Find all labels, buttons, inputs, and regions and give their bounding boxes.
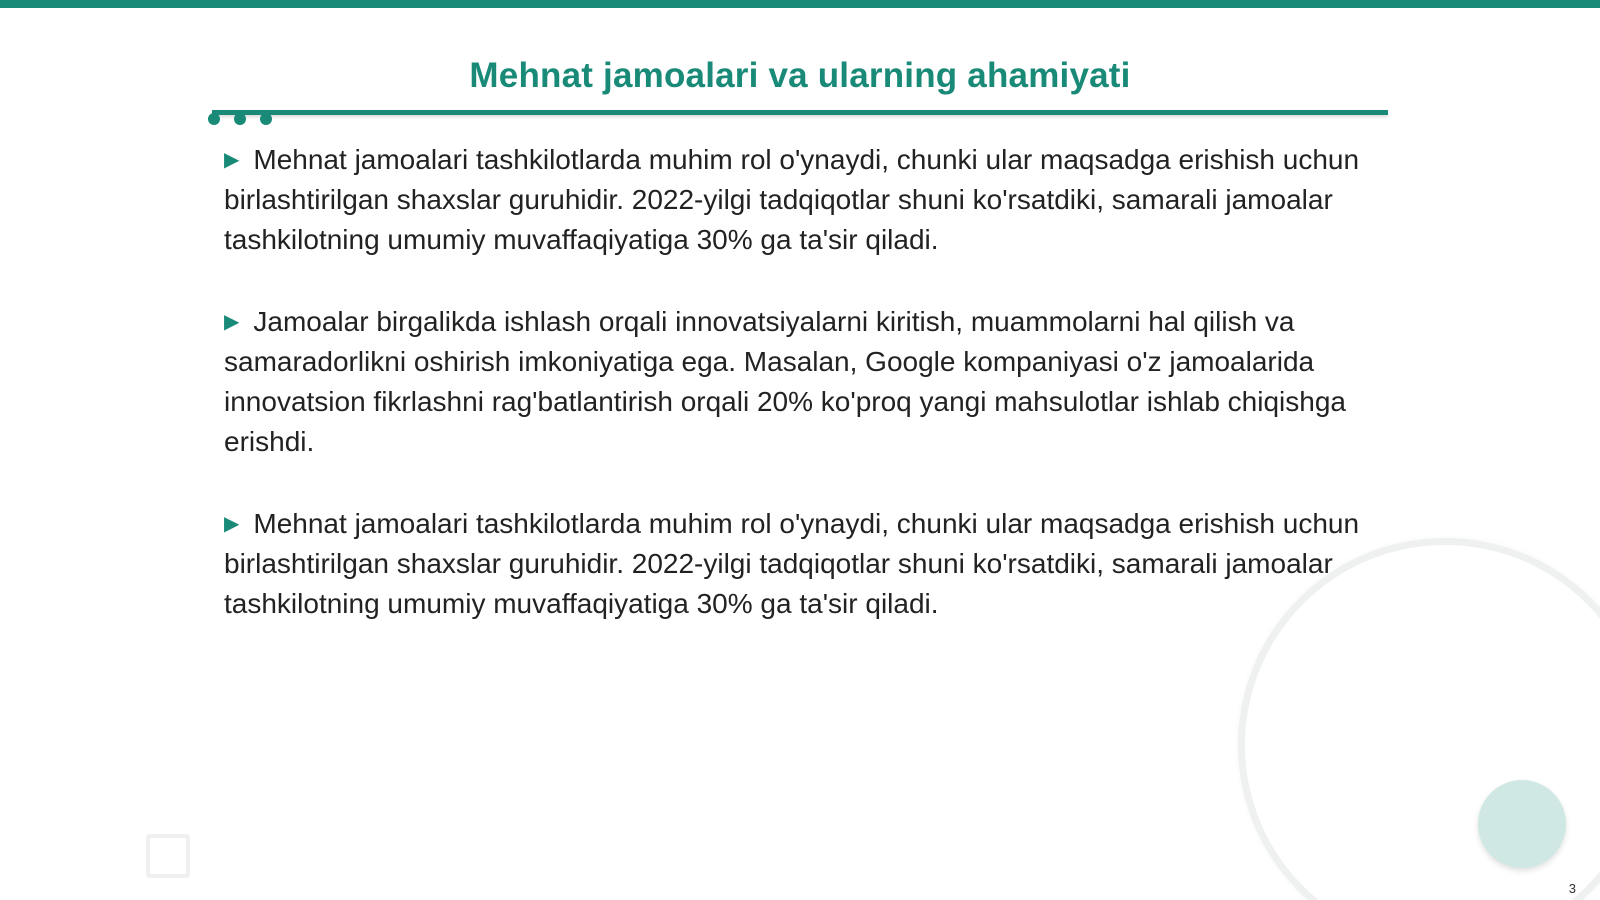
bullet-list	[224, 140, 1374, 666]
decorative-square	[146, 834, 190, 878]
decorative-dot	[208, 113, 220, 125]
title-underline	[212, 110, 1388, 115]
bullet-arrow-icon: ▶	[224, 311, 240, 333]
bullet-text: Jamoalar birgalikda ishlash orqali innovatsiyalarni kiritish, muammolarni hal qilish va samaradorlikni oshirish imkoniyatiga ega. Masalan, Google kompaniyasi o'z jamoalarida innovatsion fikrlashni rag'batlantirish orqali 20% ko'proq yangi mahsulotlar ishlab chiqishga erishdi.	[224, 306, 1346, 457]
decorative-dot	[234, 113, 246, 125]
page-number: 3	[1568, 881, 1576, 896]
top-accent-bar	[0, 0, 1600, 8]
decorative-dot	[260, 113, 272, 125]
bullet-item	[224, 302, 1374, 462]
bullet-arrow-icon: ▶	[224, 149, 240, 171]
decorative-circle	[1478, 780, 1566, 868]
bullet-item	[224, 504, 1374, 624]
bullet-item	[224, 140, 1374, 260]
bullet-text: Mehnat jamoalari tashkilotlarda muhim rol o'ynaydi, chunki ular maqsadga erishish uchun birlashtirilgan shaxslar guruhidir. 2022-yilgi tadqiqotlar shuni ko'rsatdiki, samarali jamoalar tashkilotning umumiy muvaffaqiyatiga 30% ga ta'sir qiladi.	[224, 508, 1360, 619]
bullet-text: Mehnat jamoalari tashkilotlarda muhim rol o'ynaydi, chunki ular maqsadga erishish uchun birlashtirilgan shaxslar guruhidir. 2022-yilgi tadqiqotlar shuni ko'rsatdiki, samarali jamoalar tashkilotning umumiy muvaffaqiyatiga 30% ga ta'sir qiladi.	[224, 144, 1360, 255]
bullet-arrow-icon: ▶	[224, 513, 240, 535]
slide-title: Mehnat jamoalari va ularning ahamiyati	[469, 56, 1131, 95]
